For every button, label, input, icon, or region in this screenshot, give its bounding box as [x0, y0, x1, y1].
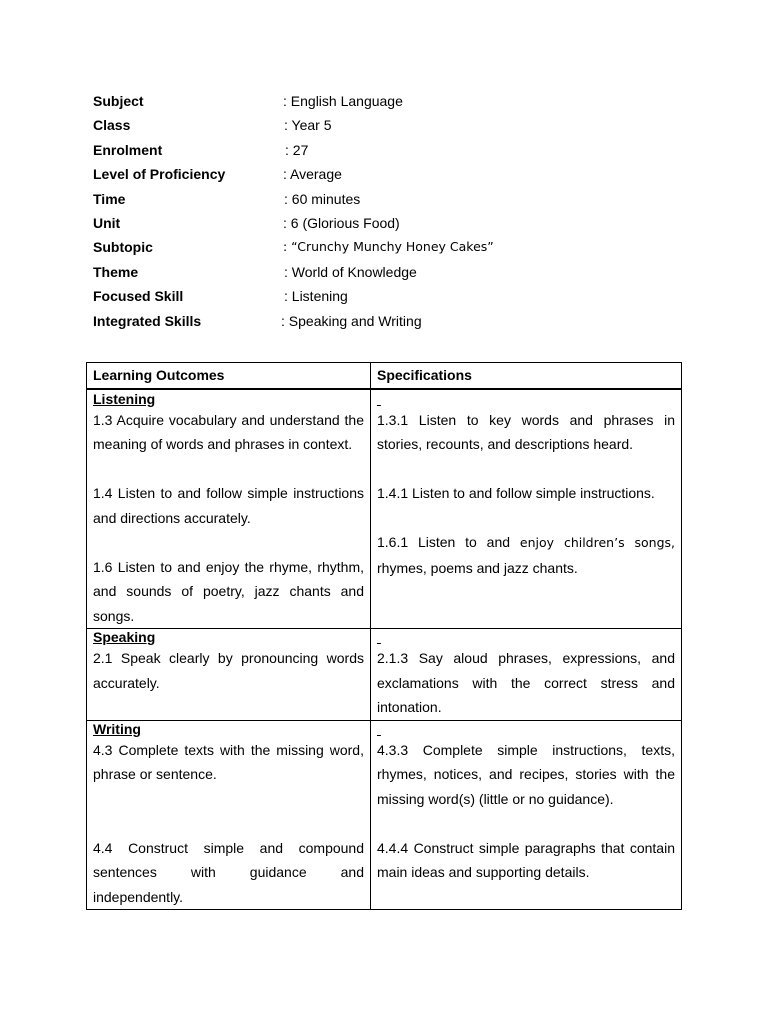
spec-item: 4.4.4 Construct simple paragraphs that contain main ideas and supporting details.: [377, 839, 675, 880]
info-label: Time: [93, 190, 126, 207]
info-label: Subtopic: [93, 239, 153, 256]
spacer: [93, 787, 364, 812]
info-row-subject: [93, 89, 693, 113]
spacer: [377, 721, 675, 738]
info-row-integrated-skills: [93, 309, 693, 333]
spec-item: [377, 530, 675, 580]
info-label: Unit: [93, 214, 121, 231]
info-value: : Year 5: [284, 117, 332, 134]
header-learning-outcomes: Learning Outcomes: [87, 363, 371, 389]
info-value: : Average: [283, 166, 342, 183]
info-label: Theme: [93, 263, 139, 280]
info-row-proficiency: [93, 162, 693, 186]
spec-item: 1.3.1 Listen to key words and phrases in stories, recounts, and descriptions heard.: [377, 411, 675, 452]
section-speaking: [87, 629, 682, 721]
info-value: : Listening: [284, 288, 348, 305]
outcome-item: 1.4 Listen to and follow simple instructions and directions accurately.: [93, 485, 364, 526]
spacer: [377, 629, 675, 646]
info-value: : 27: [285, 141, 309, 158]
writing-outcomes-cell: [87, 720, 371, 910]
spec-item: 4.3.3 Complete simple instructions, texts, rhymes, notices, and recipes, stories with the missing word(s) (little or no guidance).: [377, 741, 675, 807]
spec-text: rhymes, poems and jazz chants.: [377, 559, 578, 576]
info-value: : 6 (Glorious Food): [283, 214, 400, 231]
spacer: [93, 811, 364, 836]
section-heading-listening: Listening: [93, 390, 156, 407]
info-row-theme: [93, 260, 693, 284]
spec-item: 2.1.3 Say aloud phrases, expressions, and exclamations with the correct stress and intonation.: [377, 650, 675, 715]
info-row-time: [93, 187, 693, 211]
section-heading-speaking: Speaking: [93, 629, 156, 645]
speaking-spec-cell: [371, 629, 682, 721]
header-specifications: Specifications: [371, 363, 682, 389]
info-row-focused-skill: [93, 284, 693, 308]
spec-text: 1.6.1 Listen to and: [377, 534, 511, 550]
spacer: [377, 390, 675, 408]
spacer: [93, 457, 364, 482]
info-label: Focused Skill: [93, 288, 184, 305]
speaking-outcomes-cell: [87, 629, 371, 721]
info-value: : 60 minutes: [284, 190, 361, 207]
spacer: [377, 457, 675, 482]
outcome-item: 4.4 Construct simple and compound sentences with guidance and independently.: [93, 839, 364, 905]
section-listening: [87, 389, 682, 629]
listening-spec-cell: [371, 389, 682, 629]
spec-text-alt: enjoy children’s songs,: [519, 535, 676, 550]
section-heading-writing: Writing: [93, 720, 141, 737]
info-row-subtopic: [93, 235, 693, 259]
spacer: [93, 530, 364, 555]
outcome-item: 1.6 Listen to and enjoy the rhyme, rhythm, and sounds of poetry, jazz chants and songs.: [93, 558, 364, 624]
spec-item: 1.4.1 Listen to and follow simple instructions.: [377, 485, 655, 501]
info-label: Integrated Skills: [93, 312, 202, 329]
info-value: : World of Knowledge: [284, 263, 417, 280]
spacer: [377, 506, 675, 531]
info-value: : “Crunchy Munchy Honey Cakes”: [283, 239, 494, 255]
info-label: Class: [93, 117, 131, 134]
info-label: Level of Proficiency: [93, 166, 226, 183]
info-value: : Speaking and Writing: [281, 312, 422, 329]
table-header-row: [87, 363, 682, 389]
outcomes-table: [86, 362, 682, 910]
info-label: Subject: [93, 93, 144, 109]
info-row-enrolment: [93, 138, 693, 162]
writing-spec-cell: [371, 720, 682, 910]
info-row-unit: [93, 211, 693, 235]
section-writing: [87, 720, 682, 910]
lesson-info: [93, 89, 693, 333]
listening-outcomes-cell: [87, 389, 371, 629]
info-label: Enrolment: [93, 141, 163, 158]
outcome-item: 2.1 Speak clearly by pronouncing words accurately.: [93, 650, 364, 691]
info-value: : English Language: [283, 93, 403, 109]
spacer: [377, 811, 675, 836]
outcome-item: 1.3 Acquire vocabulary and understand the meaning of words and phrases in context.: [93, 411, 364, 452]
info-row-class: [93, 113, 693, 137]
outcome-item: 4.3 Complete texts with the missing word, phrase or sentence.: [93, 741, 364, 782]
